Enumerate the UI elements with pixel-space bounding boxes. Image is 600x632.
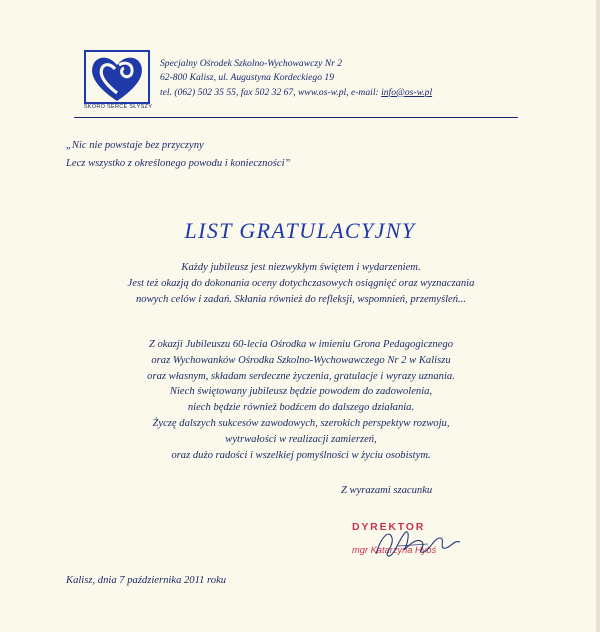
letterhead [160,57,432,100]
motto-quote [66,137,290,173]
signature-title-stamp: DYREKTOR [352,521,426,533]
institution-contact [160,86,432,100]
school-logo-icon [82,47,152,109]
paragraph-line: oraz dużo radości i wszelkiej pomyślności w życiu osobistym. [171,449,431,461]
paragraph-line: Życzę dalszych sukcesów zawodowych, szerokich perspektyw rozwoju, [152,417,450,429]
page-edge [596,0,600,632]
signature-name-stamp: mgr Katarzyna Hybś [352,545,437,555]
paragraph-line: Każdy jubileusz jest niezwykłym świętem i wydarzeniem. [181,262,421,273]
paragraph-line: oraz własnym, składam serdeczne życzenia, gratulacje i wyrazy uznania. [147,370,455,382]
closing-phrase: Z wyrazami szacunku [341,485,433,496]
paragraph-line: niech będzie również bodźcem do dalszego działania. [187,402,415,414]
email-link[interactable]: info@os-w.pl [381,86,433,98]
paragraph-line: wytrwałości w realizacji zamierzeń, [225,433,377,445]
paragraph-intro [40,260,562,307]
paragraph-line: oraz Wychowanków Ośrodka Szkolno-Wychowawczego Nr 2 w Kaliszu [151,354,451,366]
contact-details: tel. (062) 502 35 55, fax 502 32 67, www.os-w.pl, e-mail: [160,86,382,98]
institution-address: 62-800 Kalisz, ul. Augustyna Kordeckiego 19 [160,72,335,84]
quote-line-1: „Nic nie powstaje bez przyczyny [66,140,204,151]
paragraph-line: Z okazji Jubileuszu 60-lecia Ośrodka w imieniu Grona Pedagogicznego [148,339,454,350]
document-title: LIST GRATULACYJNY [184,218,416,243]
logo-caption: SKORO SERCE SŁYSZY [83,104,153,110]
letter-date: Kalisz, dnia 7 października 2011 roku [66,575,227,586]
paragraph-congratulations [40,337,562,463]
paragraph-line: Jest też okazją do dokonania oceny dotychczasowych osiągnięć oraz wyznaczania [127,277,475,289]
header-divider [74,117,518,118]
paragraph-line: nowych celów i zadań. Skłania również do refleksji, wspomnień, przemyśleń... [135,293,467,305]
quote-line-2: Lecz wszystko z określonego powodu i konieczności” [66,158,291,169]
institution-name: Specjalny Ośrodek Szkolno-Wychowawczy Nr 2 [160,58,343,69]
paragraph-line: Niech świętowany jubileusz będzie powodem do zadowolenia, [169,386,433,398]
handwritten-signature-icon [368,524,478,564]
